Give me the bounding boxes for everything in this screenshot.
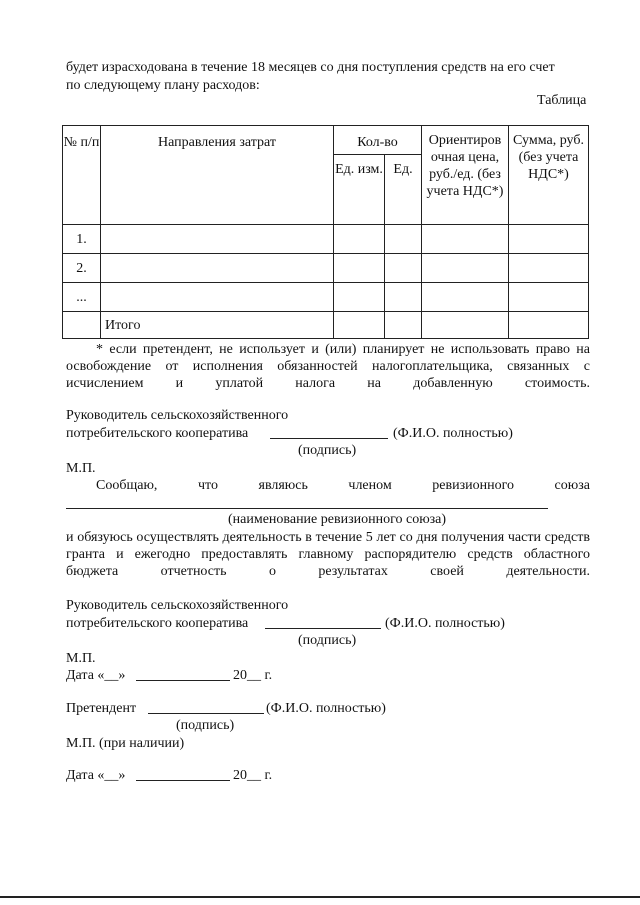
header-sum: Сумма, руб. (без учета НДС*) xyxy=(509,126,589,225)
page-bottom-rule xyxy=(0,896,640,898)
row-cell xyxy=(334,283,385,312)
statement-word: союза xyxy=(554,478,590,493)
signature-caption: (подпись) xyxy=(176,718,235,733)
row-cell xyxy=(334,254,385,283)
union-name-line xyxy=(66,508,548,509)
manager-title-line-2: потребительского кооператива xyxy=(66,426,249,441)
fio-caption: (Ф.И.О. полностью) xyxy=(266,701,386,716)
row-cell xyxy=(385,225,422,254)
header-unit: Ед. xyxy=(385,155,422,225)
signature-caption: (подпись) xyxy=(298,633,357,648)
row-cell xyxy=(509,312,589,339)
header-direction: Направления затрат xyxy=(101,126,334,225)
statement-word: Сообщаю, xyxy=(96,478,158,493)
row-number: 1. xyxy=(63,225,101,254)
statement-word: являюсь xyxy=(258,478,308,493)
row-number: 2. xyxy=(63,254,101,283)
vat-footnote: * если претендент, не использует и (или) планирует не использовать право на освобождение от исполнения обязанностей налогоплательщика, связанных с исчислением и уплатой налога на добавленную стоимость. xyxy=(66,342,590,391)
row-cell xyxy=(385,283,422,312)
signature-line xyxy=(270,438,388,439)
row-cell xyxy=(509,254,589,283)
fio-caption: (Ф.И.О. полностью) xyxy=(385,616,505,631)
row-cell xyxy=(422,312,509,339)
row-cell xyxy=(385,254,422,283)
table-row xyxy=(63,254,589,283)
union-name-caption: (наименование ревизионного союза) xyxy=(228,512,447,527)
date-prefix: Дата «__» xyxy=(66,668,126,683)
row-cell xyxy=(101,254,334,283)
row-cell xyxy=(422,254,509,283)
row-cell xyxy=(334,225,385,254)
signature-line xyxy=(148,713,264,714)
table-row xyxy=(63,283,589,312)
expense-plan-table xyxy=(62,125,589,339)
row-cell xyxy=(509,283,589,312)
intro-line-2: по следующему плану расходов: xyxy=(66,78,260,93)
date-year: 20__ г. xyxy=(233,668,273,683)
signature-caption: (подпись) xyxy=(298,443,357,458)
fio-caption: (Ф.И.О. полностью) xyxy=(393,426,513,441)
row-cell xyxy=(385,312,422,339)
table-label: Таблица xyxy=(537,93,587,108)
stamp-place: М.П. xyxy=(66,461,96,476)
header-num: № п/п xyxy=(63,126,101,225)
obligation-text: и обязуюсь осуществлять деятельность в течение 5 лет со дня получения части средств гранта и ежегодно предоставлять главному распорядителю средств областного бюджета отчетность о результатах своей деятельности. xyxy=(66,530,590,579)
statement-word: членом xyxy=(348,478,392,493)
date-prefix: Дата «__» xyxy=(66,768,126,783)
union-statement xyxy=(96,478,590,494)
header-qty: Кол-во xyxy=(334,126,422,155)
date-year: 20__ г. xyxy=(233,768,273,783)
row-cell xyxy=(422,225,509,254)
row-cell xyxy=(334,312,385,339)
statement-word: ревизионного xyxy=(432,478,514,493)
row-cell xyxy=(101,225,334,254)
date-line xyxy=(136,680,230,681)
applicant-label: Претендент xyxy=(66,701,137,716)
row-cell xyxy=(101,283,334,312)
row-cell xyxy=(422,283,509,312)
manager-title-line-1: Руководитель сельскохозяйственного xyxy=(66,598,289,613)
total-label: Итого xyxy=(101,312,334,339)
table-total-row xyxy=(63,312,589,339)
row-number: ... xyxy=(63,283,101,312)
stamp-place: М.П. (при наличии) xyxy=(66,736,185,751)
signature-line xyxy=(265,628,381,629)
date-line xyxy=(136,780,230,781)
manager-title-line-2: потребительского кооператива xyxy=(66,616,249,631)
header-price: Ориентиров очная цена, руб./ед. (без учета НДС*) xyxy=(422,126,509,225)
table-row xyxy=(63,225,589,254)
statement-word: что xyxy=(197,478,218,493)
intro-line-1: будет израсходована в течение 18 месяцев со дня поступления средств на его счет xyxy=(66,60,555,75)
manager-title-line-1: Руководитель сельскохозяйственного xyxy=(66,408,289,423)
header-unit-measure: Ед. изм. xyxy=(334,155,385,225)
stamp-place: М.П. xyxy=(66,651,96,666)
row-cell xyxy=(63,312,101,339)
row-cell xyxy=(509,225,589,254)
